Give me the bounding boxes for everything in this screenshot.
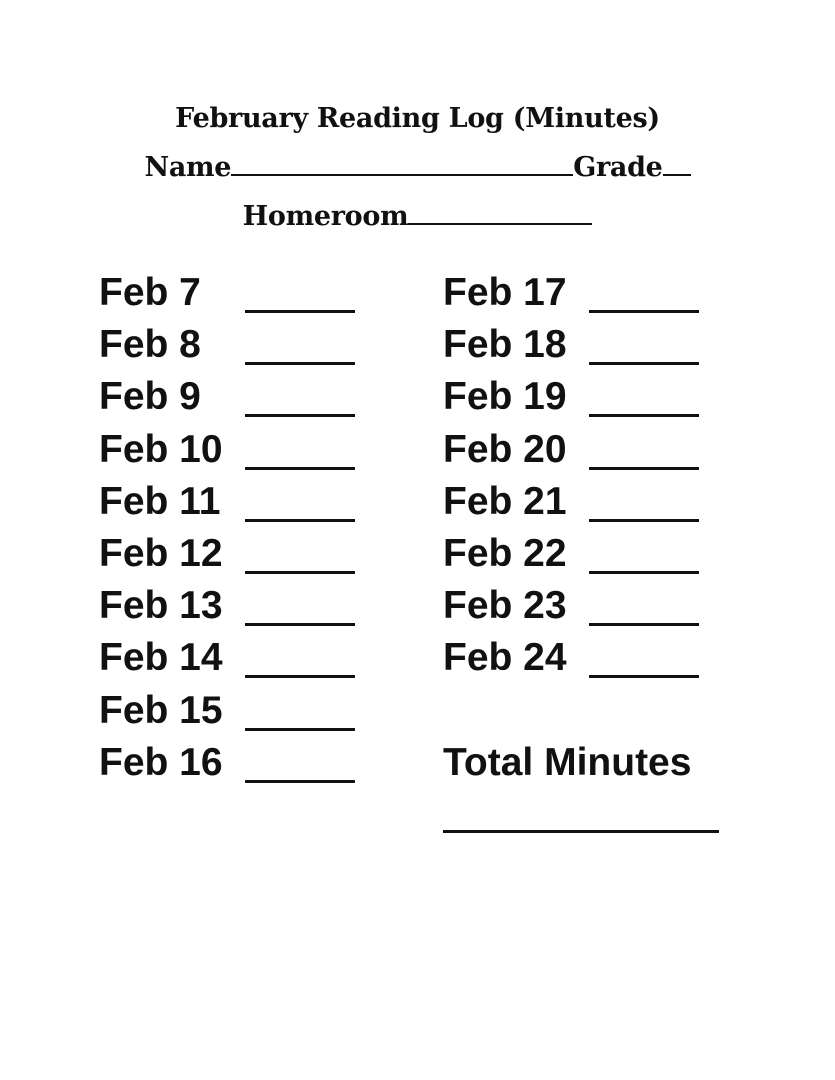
minutes-blank[interactable] [245,467,355,470]
day-label: Feb 11 [99,479,221,523]
minutes-blank[interactable] [589,467,699,470]
day-row [99,635,223,687]
minutes-blank[interactable] [245,571,355,574]
minutes-blank[interactable] [589,414,699,417]
total-minutes-label: Total Minutes [443,741,692,784]
minutes-blank[interactable] [245,519,355,522]
minutes-blank[interactable] [589,571,699,574]
day-row [443,479,567,531]
day-label: Feb 10 [99,427,223,471]
day-label: Feb 18 [443,323,567,367]
minutes-blank[interactable] [589,623,699,626]
name-label: Name [144,152,232,183]
day-row [99,479,223,531]
day-row [443,270,567,322]
minutes-blank[interactable] [245,414,355,417]
day-label: Feb 16 [99,740,223,784]
day-row [99,740,223,792]
day-label: Feb 8 [99,323,201,367]
minutes-blank[interactable] [245,310,355,313]
day-row [443,427,567,479]
day-row [443,635,567,687]
day-label: Feb 23 [443,584,567,628]
left-day-column [99,270,223,792]
day-label: Feb 17 [443,271,567,314]
day-row [99,427,223,479]
minutes-blank[interactable] [589,519,699,522]
day-label: Feb 7 [99,271,201,314]
minutes-blank[interactable] [245,728,355,731]
name-blank[interactable] [231,173,573,176]
day-row [99,583,223,635]
day-label: Feb 22 [443,531,567,575]
day-label: Feb 14 [99,636,223,680]
day-label: Feb 21 [443,479,567,523]
day-row [443,531,567,583]
day-label: Feb 9 [99,375,201,419]
day-label: Feb 24 [443,636,567,680]
homeroom-label: Homeroom [242,201,409,232]
grade-label: Grade [573,152,663,183]
right-day-column [443,270,567,688]
page-title: February Reading Log (Minutes) [175,103,660,134]
grade-blank[interactable] [663,173,691,176]
day-label: Feb 13 [99,584,223,628]
minutes-blank[interactable] [589,362,699,365]
day-label: Feb 12 [99,531,223,575]
day-row [443,322,567,374]
day-row [443,583,567,635]
minutes-blank[interactable] [245,623,355,626]
minutes-blank[interactable] [589,675,699,678]
day-label: Feb 20 [443,427,567,471]
minutes-blank[interactable] [245,780,355,783]
day-label: Feb 19 [443,375,567,419]
minutes-blank[interactable] [245,675,355,678]
day-row [443,374,567,426]
name-grade-line [0,152,835,183]
day-row [99,688,223,740]
total-minutes-blank[interactable] [443,830,719,833]
day-row [99,374,223,426]
day-row [99,531,223,583]
homeroom-blank[interactable] [408,222,592,225]
minutes-blank[interactable] [589,310,699,313]
day-row [99,322,223,374]
minutes-blank[interactable] [245,362,355,365]
homeroom-line [0,201,835,232]
day-row [99,270,223,322]
day-label: Feb 15 [99,688,223,732]
